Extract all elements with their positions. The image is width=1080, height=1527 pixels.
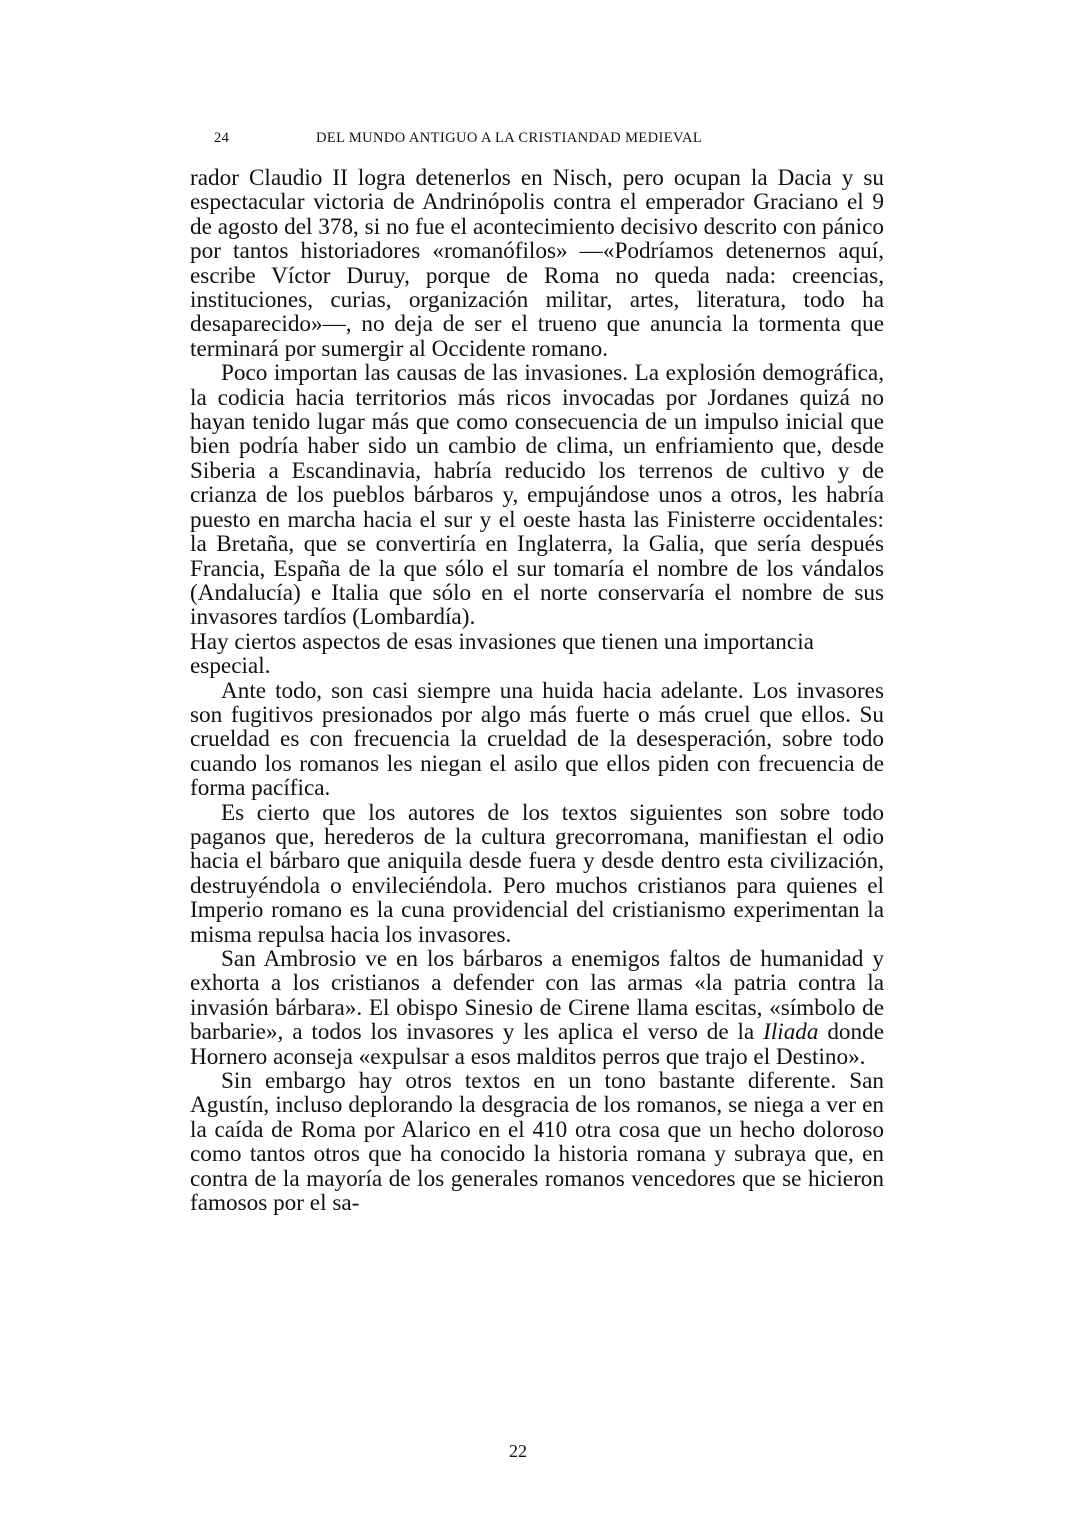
paragraph-1: rador Claudio II logra detenerlos en Nisch, pero ocupan la Dacia y su espectacular victoria de Andrinópolis contra el emperador Graciano el 9 de agosto del 378, si no fue el acontecimiento decisivo descrito con pánico por tantos historiadores «romanófilos» —«Podríamos detenernos aquí, escribe Víctor Duruy, porque de Roma no queda nada: creencias, instituciones, curias, organización militar, artes, literatura, todo ha desaparecido»—, no deja de ser el trueno que anuncia la tormenta que terminará por sumergir al Occidente romano. — [190, 165, 884, 362]
paragraph-4: Ante todo, son casi siempre una huida hacia adelante. Los invasores son fugitivos presionados por algo más fuerte o más cruel que ellos. Su crueldad es con frecuencia la crueldad de la desesperación, sobre todo cuando los romanos les niegan el asilo que ellos piden con frecuencia de forma pacífica. — [190, 677, 884, 802]
header-folio: 24 — [214, 130, 230, 146]
page-number: 22 — [509, 1441, 527, 1461]
paragraph-6 — [190, 947, 884, 1069]
paragraph-6-text-a: San Ambrosio ve en los bárbaros a enemigos faltos de humanidad y exhorta a los cristianos a defender con las armas «la patria contra la invasión bárbara». El obispo Sinesio de Cirene llama escitas, «símbolo de barbarie», a todos los invasores y les aplica el verso de la — [190, 946, 884, 1046]
paragraph-7: Sin embargo hay otros textos en un tono bastante diferente. San Agustín, incluso deplorando la desgracia de los romanos, se niega a ver en la caída de Roma por Alarico en el 410 otra cosa que un hecho doloroso como tantos otros que ha conocido la historia romana y subraya que, en contra de la mayoría de los generales romanos vencedores que se hicieron famosos por el sa- — [190, 1068, 884, 1217]
paragraph-3: Hay ciertos aspectos de esas invasiones que tienen una importancia especial. — [190, 628, 814, 680]
paragraph-5: Es cierto que los autores de los textos siguientes son sobre todo paganos que, herederos de la cultura grecorromana, manifiestan el odio hacia el bárbaro que aniquila desde fuera y desde dentro esta civilización, destruyéndola o envileciéndola. Pero muchos cristianos para quienes el Imperio romano es la cuna providencial del cristianismo experimentan la misma repulsa hacia los invasores. — [190, 799, 884, 948]
paragraph-2: Poco importan las causas de las invasiones. La explosión demográfica, la codicia hacia territorios más ricos invocadas por Jordanes quizá no hayan tenido lugar más que como consecuencia de un impulso inicial que bien podría haber sido un cambio de clima, un enfriamiento que, desde Siberia a Escandinavia, habría reducido los terrenos de cultivo y de crianza de los pueblos bárbaros y, empujándose unos a otros, les habría puesto en marcha hacia el sur y el oeste hasta las Finisterre occidentales: la Bretaña, que se convertiría en Inglaterra, la Galia, que sería después Francia, España de la que sólo el sur tomaría el nombre de los vándalos (Andalucía) e Italia que sólo en el norte conservaría el nombre de sus invasores tardíos (Lombardía). — [190, 360, 884, 631]
running-title: DEL MUNDO ANTIGUO A LA CRISTIANDAD MEDIEVAL — [316, 130, 703, 146]
italic-title-iliada: Iliada — [763, 1019, 819, 1046]
paragraph-6-text-b: donde Hornero aconseja «expulsar a esos malditos perros que trajo el Destino». — [190, 1019, 885, 1070]
body-text — [190, 166, 884, 1215]
